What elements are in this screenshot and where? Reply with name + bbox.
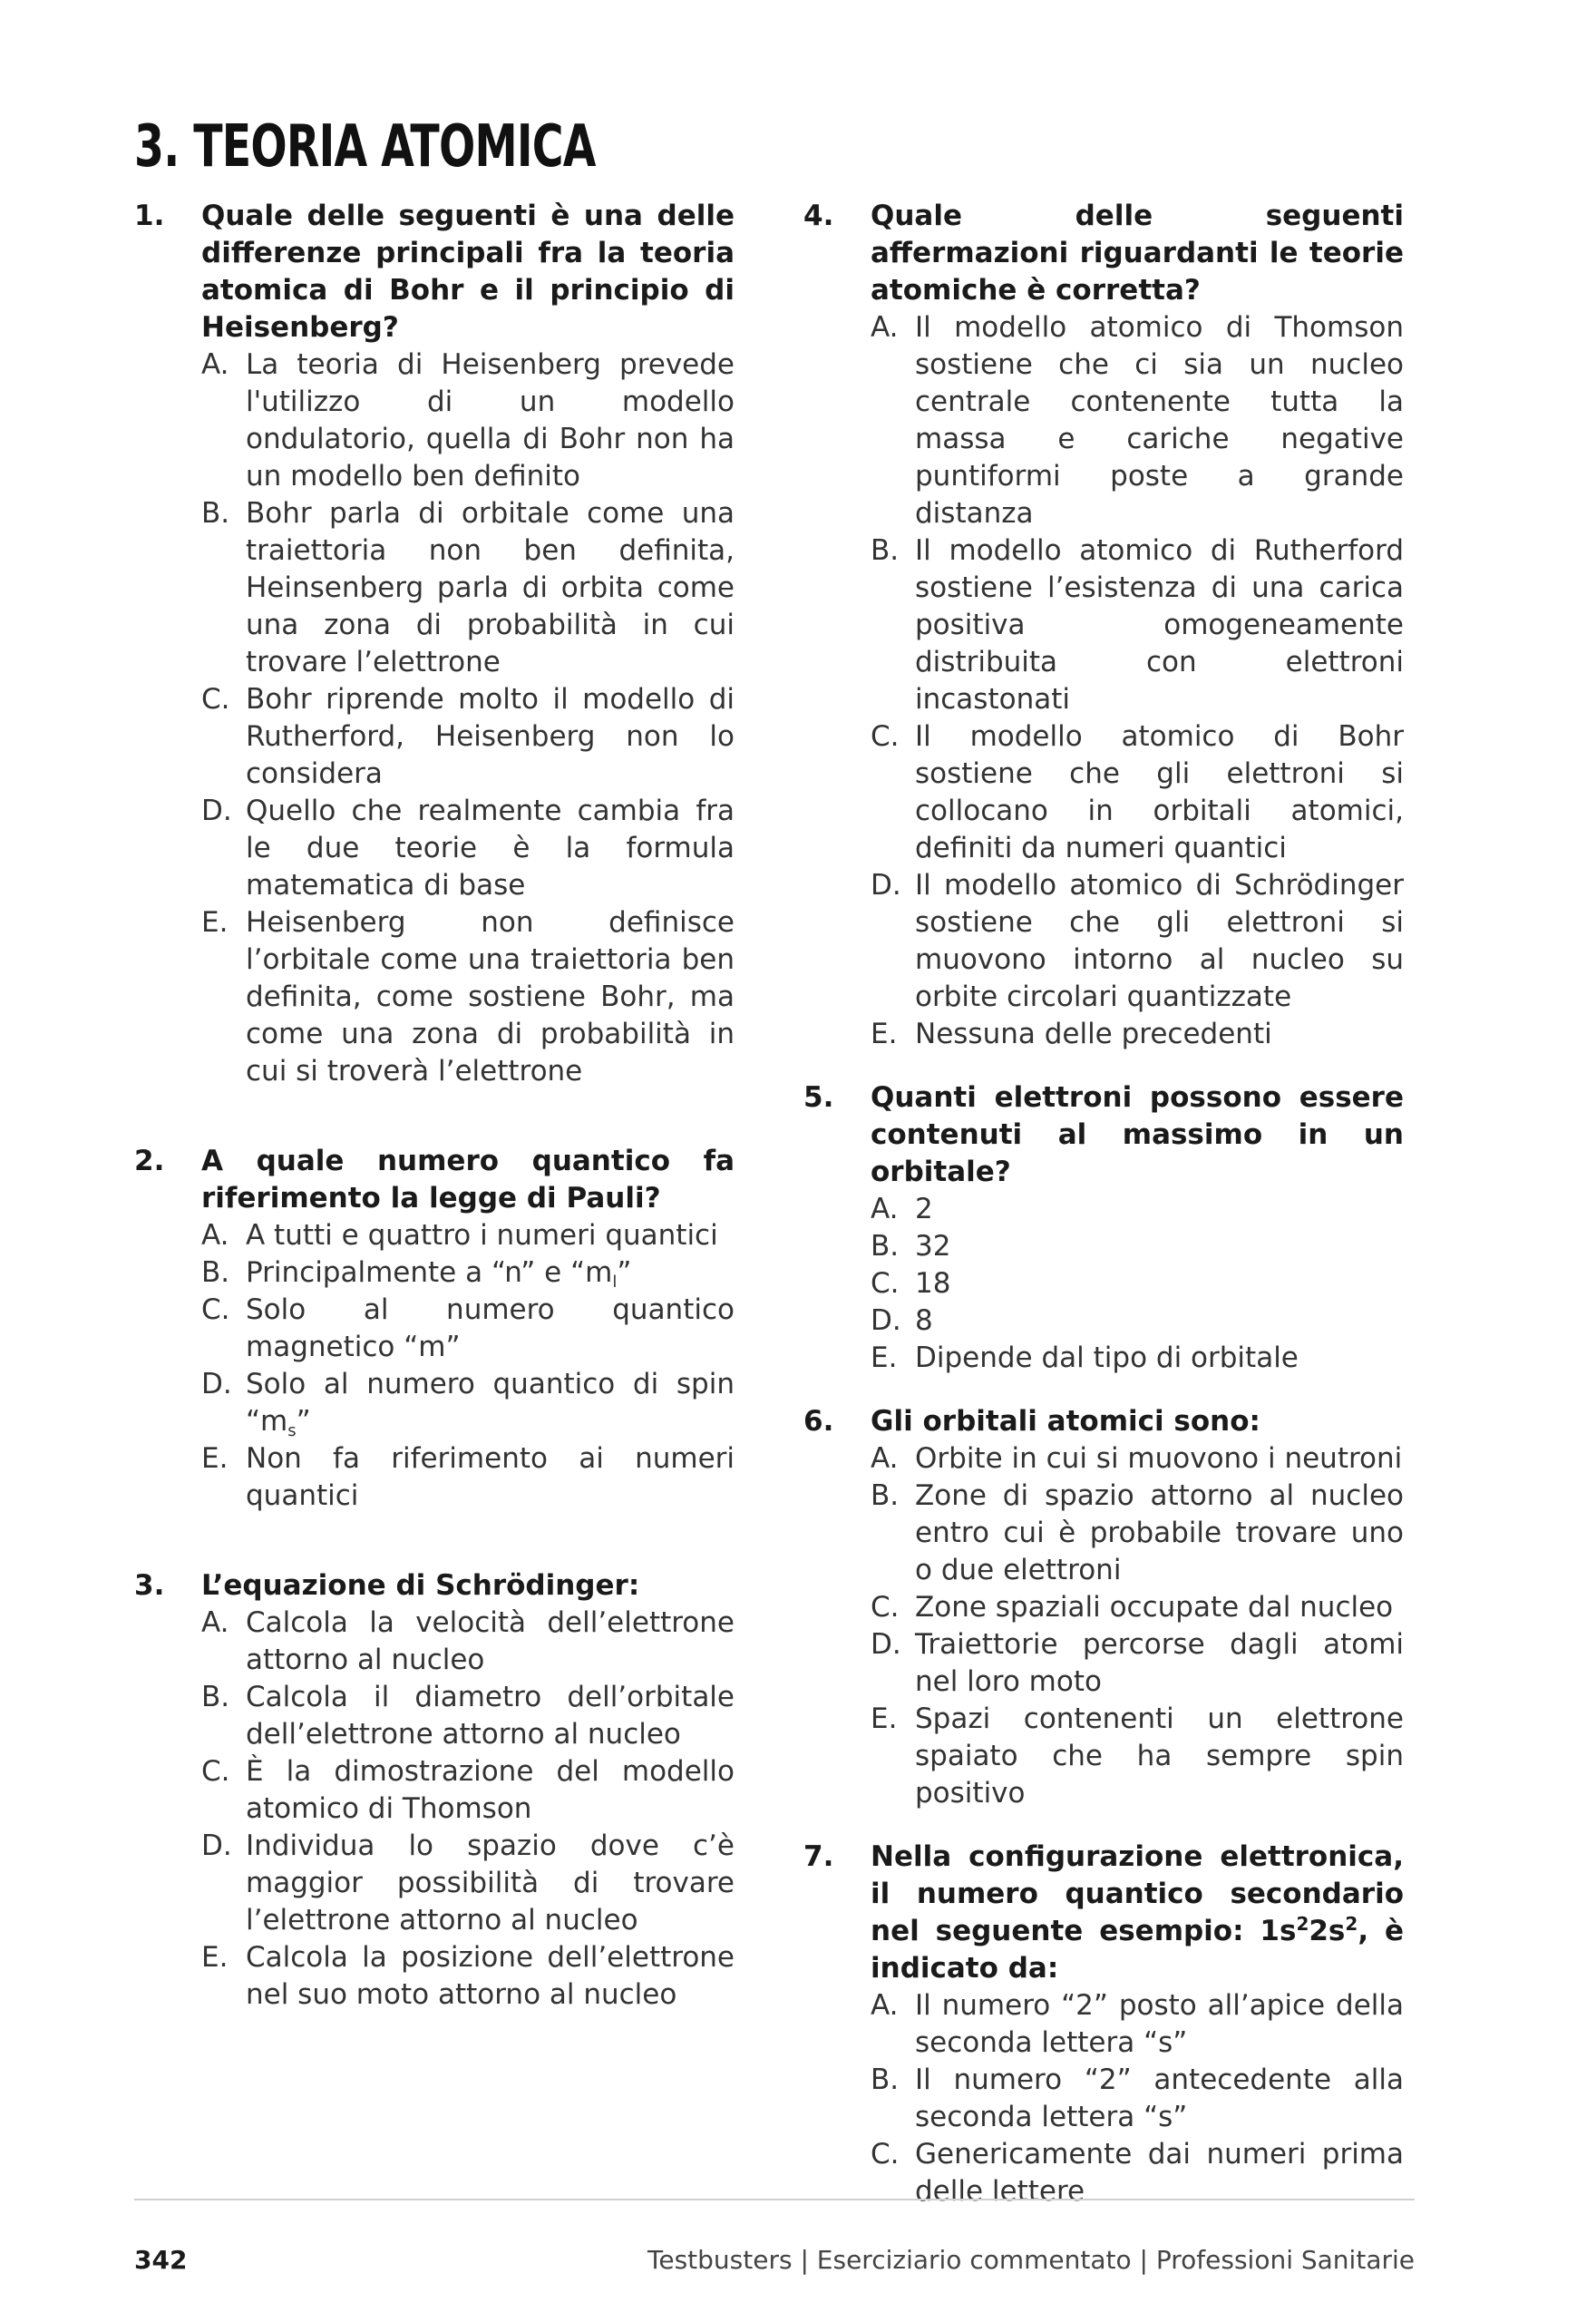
answer-option-c bbox=[201, 1753, 735, 1828]
question-text: L’equazione di Schrödinger: bbox=[201, 1569, 640, 1602]
answer-option-a bbox=[871, 1440, 1404, 1478]
question-text: Gli orbitali atomici sono: bbox=[871, 1405, 1260, 1438]
answer-letter: B. bbox=[871, 2063, 900, 2096]
answer-option-b bbox=[201, 1254, 735, 1292]
answer-option-b bbox=[201, 495, 735, 681]
answer-text: Solo al numero quantico magnetico “m” bbox=[246, 1293, 735, 1363]
answer-option-d bbox=[201, 793, 735, 904]
answer-letter: C. bbox=[201, 1293, 230, 1326]
answer-text-end: ” bbox=[296, 1405, 311, 1438]
answer-option-b bbox=[871, 532, 1404, 718]
answer-letter: D. bbox=[201, 795, 232, 827]
answer-text: Calcola il diametro dell’orbitale dell’elettrone attorno al nucleo bbox=[246, 1681, 735, 1751]
page-title: 3. TEORIA ATOMICA bbox=[134, 113, 596, 180]
answer-text-main: Solo al numero quantico di spin “m bbox=[246, 1368, 735, 1438]
question-number: 1. bbox=[134, 200, 165, 232]
question-number: 7. bbox=[803, 1840, 834, 1873]
answer-text: Zone spaziali occupate dal nucleo bbox=[915, 1591, 1394, 1624]
answer-text: 8 bbox=[915, 1304, 933, 1337]
answer-text: 2 bbox=[915, 1193, 933, 1225]
answer-list bbox=[201, 346, 735, 1090]
answer-option-d bbox=[201, 1828, 735, 1939]
question-text: Quale delle seguenti affermazioni riguardanti le teorie atomiche è corretta? bbox=[871, 200, 1404, 307]
question-text-start: Nella configurazione elettronica, il numero quantico secondario nel seguente esempio: 1s bbox=[871, 1840, 1404, 1947]
answer-letter: C. bbox=[871, 2138, 900, 2171]
answer-option-a bbox=[871, 1191, 1404, 1228]
answer-text: Calcola la posizione dell’elettrone nel suo moto attorno al nucleo bbox=[246, 1941, 735, 2011]
answer-option-c bbox=[871, 1265, 1404, 1302]
answer-option-a bbox=[201, 346, 735, 495]
answer-text-end: ” bbox=[617, 1256, 632, 1289]
question-number: 4. bbox=[803, 200, 834, 232]
answer-list bbox=[201, 1217, 735, 1515]
answer-text: È la dimostrazione del modello atomico di Thomson bbox=[246, 1755, 735, 1825]
answer-text: Spazi contenenti un elettrone spaiato che ha sempre spin positivo bbox=[915, 1702, 1404, 1810]
answer-letter: C. bbox=[871, 1591, 900, 1624]
question-text: Quanti elettroni possono essere contenuti al massimo in un orbitale? bbox=[871, 1081, 1404, 1188]
answer-text: Il numero “2” posto all’apice della seconda lettera “s” bbox=[915, 1989, 1404, 2059]
answer-letter: D. bbox=[201, 1368, 232, 1400]
question-7 bbox=[803, 1839, 1404, 2210]
answer-text: Dipende dal tipo di orbitale bbox=[915, 1341, 1299, 1374]
answer-option-e bbox=[201, 904, 735, 1090]
answer-letter: A. bbox=[201, 348, 229, 381]
answer-text: Genericamente dai numeri prima delle lettere bbox=[915, 2138, 1404, 2208]
answer-letter: B. bbox=[201, 1256, 230, 1289]
answer-option-e bbox=[201, 1939, 735, 2014]
answer-letter: D. bbox=[871, 869, 901, 902]
answer-letter: B. bbox=[201, 1681, 230, 1713]
question-3 bbox=[134, 1567, 735, 2014]
answer-text: A tutti e quattro i numeri quantici bbox=[246, 1219, 718, 1252]
answer-letter: E. bbox=[201, 906, 229, 939]
answer-option-c bbox=[871, 718, 1404, 867]
answer-text: Orbite in cui si muovono i neutroni bbox=[915, 1442, 1403, 1475]
left-column bbox=[134, 198, 735, 2014]
answer-letter: E. bbox=[871, 1018, 898, 1050]
footer-divider bbox=[134, 2199, 1415, 2200]
answer-letter: B. bbox=[871, 1230, 900, 1263]
answer-letter: E. bbox=[871, 1702, 898, 1735]
question-5 bbox=[803, 1079, 1404, 1377]
answer-option-d bbox=[871, 867, 1404, 1016]
answer-option-b bbox=[871, 1478, 1404, 1589]
answer-text: Il modello atomico di Thomson sostiene che ci sia un nucleo centrale contenente tutta la massa e cariche negative puntiformi poste a grande distanza bbox=[915, 311, 1404, 530]
answer-text: Non fa riferimento ai numeri quantici bbox=[246, 1442, 735, 1512]
answer-letter: A. bbox=[871, 1442, 899, 1475]
answer-text: Il numero “2” antecedente alla seconda lettera “s” bbox=[915, 2063, 1404, 2133]
answer-text: Bohr parla di orbitale come una traiettoria non ben definita, Heinsenberg parla di orbita come una zona di probabilità in cui trovare l’elettrone bbox=[246, 497, 735, 678]
answer-letter: E. bbox=[871, 1341, 898, 1374]
answer-option-b bbox=[201, 1679, 735, 1753]
answer-letter: D. bbox=[201, 1829, 232, 1862]
answer-text bbox=[246, 1368, 735, 1438]
answer-text: Quello che realmente cambia fra le due teorie è la formula matematica di base bbox=[246, 795, 735, 902]
answer-option-a bbox=[871, 309, 1404, 532]
answer-option-b bbox=[871, 2062, 1404, 2136]
question-number: 5. bbox=[803, 1081, 834, 1114]
answer-option-c bbox=[871, 1589, 1404, 1626]
answer-text: Traiettorie percorse dagli atomi nel loro moto bbox=[915, 1628, 1404, 1698]
answer-option-e bbox=[871, 1016, 1404, 1053]
answer-text: 18 bbox=[915, 1267, 951, 1300]
question-text: Quale delle seguenti è una delle differenze principali fra la teoria atomica di Bohr e il principio di Heisenberg? bbox=[201, 200, 735, 344]
answer-list bbox=[201, 1605, 735, 2014]
answer-list bbox=[871, 1987, 1404, 2210]
answer-letter: B. bbox=[201, 497, 230, 530]
answer-text: La teoria di Heisenberg prevede l'utilizzo di un modello ondulatorio, quella di Bohr non ha un modello ben definito bbox=[246, 348, 735, 493]
question-number: 2. bbox=[134, 1145, 165, 1177]
answer-letter: A. bbox=[201, 1606, 229, 1639]
answer-option-d bbox=[871, 1626, 1404, 1701]
answer-option-d bbox=[201, 1366, 735, 1440]
answer-option-e bbox=[201, 1440, 735, 1515]
answer-option-c bbox=[201, 681, 735, 793]
question-text-end: , è indicato da: bbox=[871, 1915, 1405, 1985]
question-number: 3. bbox=[134, 1569, 165, 1602]
question-text bbox=[871, 1839, 1404, 1987]
answer-option-c bbox=[201, 1292, 735, 1366]
answer-text: Calcola la velocità dell’elettrone attorno al nucleo bbox=[246, 1606, 735, 1676]
answer-letter: E. bbox=[201, 1442, 229, 1475]
answer-option-e bbox=[871, 1701, 1404, 1812]
answer-letter: D. bbox=[871, 1304, 901, 1337]
question-1 bbox=[134, 198, 735, 1090]
right-column bbox=[803, 198, 1404, 2210]
question-text-mid: 2s bbox=[1309, 1915, 1346, 1947]
answer-letter: A. bbox=[871, 1193, 899, 1225]
answer-list bbox=[871, 309, 1404, 1053]
answer-text bbox=[246, 1256, 632, 1292]
answer-text: Il modello atomico di Rutherford sostiene l’esistenza di una carica positiva omogeneamente distribuita con elettroni incastonati bbox=[915, 534, 1404, 716]
answer-letter: C. bbox=[871, 1267, 900, 1300]
answer-list bbox=[871, 1191, 1404, 1377]
question-6 bbox=[803, 1403, 1404, 1812]
running-footer: Testbusters | Eserciziario commentato | Professioni Sanitarie bbox=[647, 2245, 1415, 2275]
answer-letter: B. bbox=[871, 1479, 900, 1512]
answer-letter: A. bbox=[201, 1219, 229, 1252]
answer-text: Heisenberg non definisce l’orbitale come una traiettoria ben definita, come sostiene Bohr, ma come una zona di probabilità in cui si troverà l’elettrone bbox=[246, 906, 735, 1088]
answer-letter: D. bbox=[871, 1628, 901, 1661]
answer-letter: B. bbox=[871, 534, 900, 567]
answer-text: Bohr riprende molto il modello di Rutherford, Heisenberg non lo considera bbox=[246, 683, 735, 790]
answer-text: Il modello atomico di Schrödinger sostiene che gli elettroni si muovono intorno al nucleo su orbite circolari quantizzate bbox=[915, 869, 1404, 1013]
answer-option-e bbox=[871, 1340, 1404, 1377]
answer-option-d bbox=[871, 1302, 1404, 1340]
answer-text: Individua lo spazio dove c’è maggior possibilità di trovare l’elettrone attorno al nucleo bbox=[246, 1829, 735, 1937]
answer-text-main: Principalmente a “n” e “m bbox=[246, 1256, 613, 1289]
superscript: 2 bbox=[1296, 1913, 1309, 1935]
answer-list bbox=[871, 1440, 1404, 1812]
question-2 bbox=[134, 1143, 735, 1515]
answer-letter: A. bbox=[871, 1989, 899, 2022]
answer-text: Zone di spazio attorno al nucleo entro cui è probabile trovare uno o due elettroni bbox=[915, 1479, 1404, 1586]
answer-option-a bbox=[201, 1217, 735, 1254]
question-4 bbox=[803, 198, 1404, 1053]
question-text: A quale numero quantico fa riferimento la legge di Pauli? bbox=[201, 1145, 735, 1215]
subscript: l bbox=[612, 1273, 618, 1292]
answer-text: 32 bbox=[915, 1230, 951, 1263]
answer-letter: E. bbox=[201, 1941, 229, 1974]
subscript: s bbox=[287, 1421, 297, 1440]
page-number: 342 bbox=[134, 2245, 188, 2275]
question-number: 6. bbox=[803, 1405, 834, 1438]
answer-option-a bbox=[871, 1987, 1404, 2062]
answer-text: Nessuna delle precedenti bbox=[915, 1018, 1272, 1050]
answer-letter: C. bbox=[201, 1755, 230, 1788]
answer-letter: A. bbox=[871, 311, 899, 344]
answer-option-a bbox=[201, 1605, 735, 1679]
answer-text: Il modello atomico di Bohr sostiene che gli elettroni si collocano in orbitali atomici, definiti da numeri quantici bbox=[915, 720, 1404, 864]
superscript: 2 bbox=[1345, 1913, 1358, 1935]
answer-letter: C. bbox=[201, 683, 230, 716]
answer-option-b bbox=[871, 1228, 1404, 1265]
answer-letter: C. bbox=[871, 720, 900, 753]
